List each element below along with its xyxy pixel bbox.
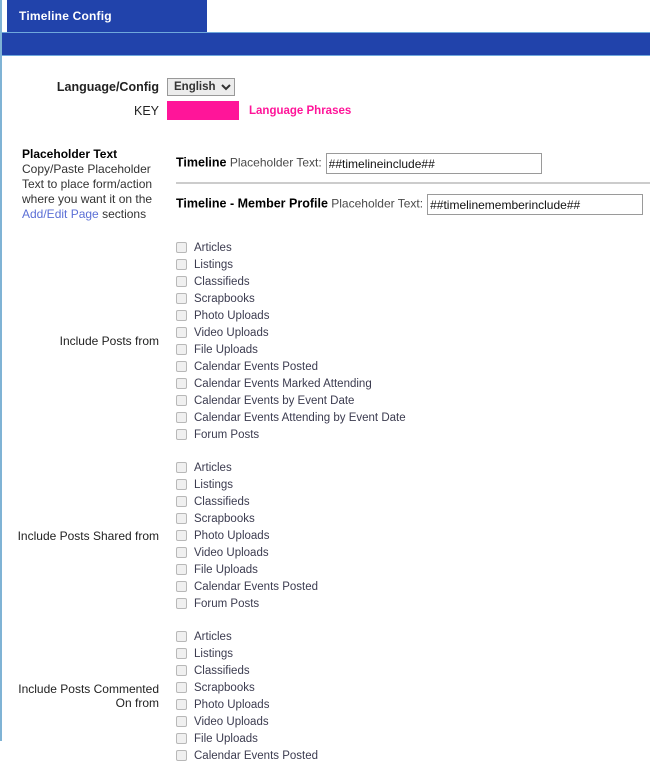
placeholder-description-part2: sections bbox=[98, 207, 147, 221]
checkbox-input[interactable] bbox=[176, 462, 187, 473]
checkbox-item[interactable] bbox=[176, 476, 650, 493]
checkbox-group bbox=[2, 459, 650, 612]
checkbox-item[interactable] bbox=[176, 290, 650, 307]
tab-strip bbox=[2, 0, 650, 32]
checkbox-list bbox=[167, 628, 650, 764]
checkbox-item-label: Photo Uploads bbox=[194, 529, 270, 542]
checkbox-item-label: Scrapbooks bbox=[194, 512, 255, 525]
placeholder-description bbox=[2, 147, 167, 222]
checkbox-item[interactable] bbox=[176, 561, 650, 578]
checkbox-item[interactable] bbox=[176, 358, 650, 375]
checkbox-item-label: Calendar Events Attending by Event Date bbox=[194, 411, 406, 424]
add-edit-page-link[interactable]: Add/Edit Page bbox=[22, 207, 99, 221]
checkbox-input[interactable] bbox=[176, 716, 187, 727]
checkbox-input[interactable] bbox=[176, 378, 187, 389]
language-config-label: Language/Config bbox=[56, 80, 159, 94]
key-wrapper bbox=[167, 101, 650, 120]
checkbox-input[interactable] bbox=[176, 699, 187, 710]
checkbox-input[interactable] bbox=[176, 733, 187, 744]
checkbox-input[interactable] bbox=[176, 682, 187, 693]
checkbox-item[interactable] bbox=[176, 510, 650, 527]
checkbox-item-label: Articles bbox=[194, 461, 232, 474]
checkbox-item[interactable] bbox=[176, 679, 650, 696]
checkbox-item-label: Calendar Events Posted bbox=[194, 360, 319, 373]
placeholder-description-part1: Copy/Paste Placeholder Text to place form/action where you want it on the bbox=[22, 162, 153, 206]
checkbox-input[interactable] bbox=[176, 479, 187, 490]
timeline-placeholder-input[interactable] bbox=[326, 153, 542, 174]
checkbox-group-label: Include Posts Shared from bbox=[17, 528, 159, 543]
checkbox-item[interactable] bbox=[176, 239, 650, 256]
checkbox-input[interactable] bbox=[176, 361, 187, 372]
checkbox-list bbox=[167, 239, 650, 443]
checkbox-list bbox=[167, 459, 650, 612]
checkbox-item-label: Calendar Events Marked Attending bbox=[194, 377, 372, 390]
checkbox-item[interactable] bbox=[176, 747, 650, 764]
checkbox-item-label: Forum Posts bbox=[194, 428, 260, 441]
language-config-row bbox=[2, 78, 650, 96]
tab-timeline-config[interactable]: Timeline Config bbox=[7, 0, 207, 32]
checkbox-item[interactable] bbox=[176, 341, 650, 358]
checkbox-item[interactable] bbox=[176, 409, 650, 426]
checkbox-item-label: Forum Posts bbox=[194, 597, 260, 610]
checkbox-item[interactable] bbox=[176, 578, 650, 595]
checkbox-item[interactable] bbox=[176, 628, 650, 645]
checkbox-input[interactable] bbox=[176, 242, 187, 253]
checkbox-item[interactable] bbox=[176, 527, 650, 544]
timeline-member-placeholder-input[interactable] bbox=[427, 194, 643, 215]
key-color-swatch[interactable] bbox=[167, 101, 239, 120]
checkbox-input[interactable] bbox=[176, 513, 187, 524]
checkbox-item-label: Articles bbox=[194, 241, 232, 254]
checkbox-input[interactable] bbox=[176, 276, 187, 287]
language-phrases-link[interactable]: Language Phrases bbox=[249, 104, 352, 117]
language-select[interactable] bbox=[167, 78, 235, 96]
checkbox-input[interactable] bbox=[176, 564, 187, 575]
checkbox-input[interactable] bbox=[176, 429, 187, 440]
checkbox-input[interactable] bbox=[176, 665, 187, 676]
checkbox-input[interactable] bbox=[176, 310, 187, 321]
checkbox-item[interactable] bbox=[176, 730, 650, 747]
checkbox-item[interactable] bbox=[176, 713, 650, 730]
checkbox-input[interactable] bbox=[176, 598, 187, 609]
checkbox-item[interactable] bbox=[176, 256, 650, 273]
placeholder-field-timeline-strong-label: Timeline bbox=[176, 155, 227, 170]
checkbox-input[interactable] bbox=[176, 496, 187, 507]
checkbox-item-label: File Uploads bbox=[194, 343, 258, 356]
checkbox-item-label: Articles bbox=[194, 630, 232, 643]
checkbox-item[interactable] bbox=[176, 595, 650, 612]
checkbox-item-label: File Uploads bbox=[194, 563, 258, 576]
language-config-value bbox=[167, 78, 650, 96]
checkbox-groups bbox=[2, 239, 650, 764]
key-row bbox=[2, 101, 650, 121]
checkbox-item-label: Listings bbox=[194, 478, 233, 491]
checkbox-item-label: Photo Uploads bbox=[194, 309, 270, 322]
checkbox-input[interactable] bbox=[176, 395, 187, 406]
checkbox-item-label: Calendar Events Posted bbox=[194, 749, 319, 762]
placeholder-field-member-weak-label: Placeholder Text: bbox=[331, 196, 424, 211]
checkbox-input[interactable] bbox=[176, 648, 187, 659]
placeholder-field-member-profile bbox=[176, 182, 650, 223]
checkbox-item-label: Video Uploads bbox=[194, 326, 269, 339]
checkbox-group-label: Include Posts Commented On from bbox=[18, 682, 159, 710]
checkbox-group bbox=[2, 628, 650, 764]
form-content bbox=[2, 78, 650, 764]
checkbox-group-label: Include Posts from bbox=[59, 334, 159, 348]
checkbox-item[interactable] bbox=[176, 375, 650, 392]
checkbox-group bbox=[2, 239, 650, 443]
header-bar bbox=[2, 32, 650, 56]
placeholder-text-row bbox=[2, 147, 650, 223]
checkbox-item-label: Listings bbox=[194, 258, 233, 271]
checkbox-item[interactable] bbox=[176, 392, 650, 409]
checkbox-item[interactable] bbox=[176, 493, 650, 510]
placeholder-field-member-strong-label: Timeline - Member Profile bbox=[176, 196, 328, 211]
placeholder-field-timeline-weak-label: Placeholder Text: bbox=[229, 155, 322, 170]
checkbox-item[interactable] bbox=[176, 662, 650, 679]
checkbox-item-label: Calendar Events by Event Date bbox=[194, 394, 355, 407]
checkbox-input[interactable] bbox=[176, 344, 187, 355]
checkbox-item[interactable] bbox=[176, 459, 650, 476]
checkbox-item-label: Video Uploads bbox=[194, 546, 269, 559]
checkbox-input[interactable] bbox=[176, 293, 187, 304]
checkbox-item-label: Calendar Events Posted bbox=[194, 580, 319, 593]
checkbox-input[interactable] bbox=[176, 631, 187, 642]
checkbox-item-label: File Uploads bbox=[194, 732, 258, 745]
checkbox-input[interactable] bbox=[176, 412, 187, 423]
key-value bbox=[167, 101, 650, 120]
checkbox-item[interactable] bbox=[176, 696, 650, 713]
placeholder-fields bbox=[167, 147, 650, 223]
checkbox-item-label: Scrapbooks bbox=[194, 681, 255, 694]
checkbox-item-label: Classifieds bbox=[194, 495, 250, 508]
checkbox-item-label: Video Uploads bbox=[194, 715, 269, 728]
checkbox-input[interactable] bbox=[176, 581, 187, 592]
placeholder-field-timeline bbox=[176, 147, 650, 182]
checkbox-input[interactable] bbox=[176, 327, 187, 338]
checkbox-input[interactable] bbox=[176, 259, 187, 270]
checkbox-item[interactable] bbox=[176, 273, 650, 290]
checkbox-item-label: Listings bbox=[194, 647, 233, 660]
checkbox-item[interactable] bbox=[176, 307, 650, 324]
checkbox-item-label: Photo Uploads bbox=[194, 698, 270, 711]
checkbox-item-label: Scrapbooks bbox=[194, 292, 255, 305]
checkbox-input[interactable] bbox=[176, 547, 187, 558]
checkbox-input[interactable] bbox=[176, 750, 187, 761]
checkbox-item-label: Classifieds bbox=[194, 275, 250, 288]
checkbox-item[interactable] bbox=[176, 645, 650, 662]
checkbox-item[interactable] bbox=[176, 544, 650, 561]
checkbox-item[interactable] bbox=[176, 426, 650, 443]
placeholder-title: Placeholder Text bbox=[22, 147, 118, 161]
key-label: KEY bbox=[133, 104, 159, 118]
checkbox-input[interactable] bbox=[176, 530, 187, 541]
checkbox-item-label: Classifieds bbox=[194, 664, 250, 677]
checkbox-item[interactable] bbox=[176, 324, 650, 341]
